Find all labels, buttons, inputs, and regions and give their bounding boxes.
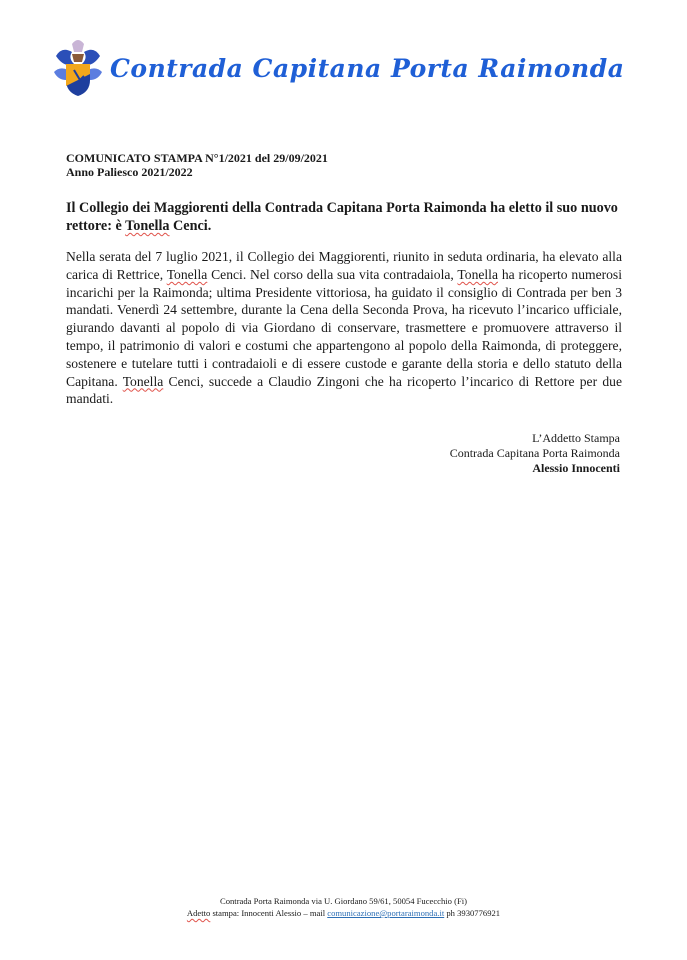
footer-phone: ph 3930776921 — [444, 908, 501, 918]
body-text-segment: ha ricoperto numerosi incarichi per la Raimonda; ultima Presidente vittoriosa, ha guidato il consiglio di Contrada per ben 3 mandati. Venerdì 24 settembre, durante la Cena della Seconda Prova, ha ricevuto l’incarico ufficiale, giurando davanti al popolo di via Giordano di conservare, trasmettere e promuovere attraverso il tempo, il patrimonio di valori e costumi che appartengono al popolo della Raimonda, di proteggere, sostenere e tutelare tutti i contradaioli e di essere custode e garante della storia e dello statuto della Capitana. — [66, 266, 622, 389]
spellcheck-word: Tonella — [166, 266, 208, 282]
signature-name: Alessio Innocenti — [532, 461, 620, 475]
footer-contact-text: stampa: Innocenti Alessio – mail — [210, 908, 328, 918]
signature-block — [450, 431, 620, 476]
headline — [66, 199, 626, 235]
signature-org: Contrada Capitana Porta Raimonda — [449, 446, 620, 460]
headline-text-end: Cenci. — [169, 218, 212, 234]
body-text-segment: Nella serata del 7 luglio 2021, il Collegio dei Maggiorenti, riunito in seduta ordinaria, ha elevato alla carica di Rettrice, — [66, 249, 622, 282]
brand-name: Contrada Capitana Porta Raimonda — [110, 53, 625, 83]
spellcheck-word: Tonella — [122, 373, 164, 389]
spellcheck-word: Tonella — [125, 218, 170, 234]
palio-year: Anno Paliesco 2021/2022 — [66, 165, 193, 179]
body-paragraph — [66, 248, 622, 408]
contrada-crest-icon — [52, 36, 104, 100]
spellcheck-word: Tonella — [457, 266, 498, 282]
letterhead — [52, 36, 624, 100]
signature-role: L’Addetto Stampa — [532, 431, 620, 445]
email-link[interactable]: comunicazione@portaraimonda.it — [327, 908, 445, 918]
footer — [0, 895, 687, 919]
body-text-segment: Cenci, succede a Claudio Zingoni che ha ricoperto l’incarico di Rettore per due mandati. — [66, 373, 622, 407]
body-text-segment: Cenci. Nel corso della sua vita contradaiola, — [207, 266, 458, 282]
footer-address: Contrada Porta Raimonda via U. Giordano 59/61, 50054 Fucecchio (Fi) — [219, 896, 468, 906]
headline-text: Il Collegio dei Maggiorenti della Contrada Capitana Porta Raimonda ha eletto il suo nuovo rettore: è — [66, 200, 618, 234]
press-release-number: COMUNICATO STAMPA N°1/2021 del 29/09/2021 — [66, 151, 328, 165]
press-release-meta — [66, 151, 328, 179]
footer-contact — [0, 907, 687, 919]
spellcheck-word: Adetto — [186, 908, 211, 918]
